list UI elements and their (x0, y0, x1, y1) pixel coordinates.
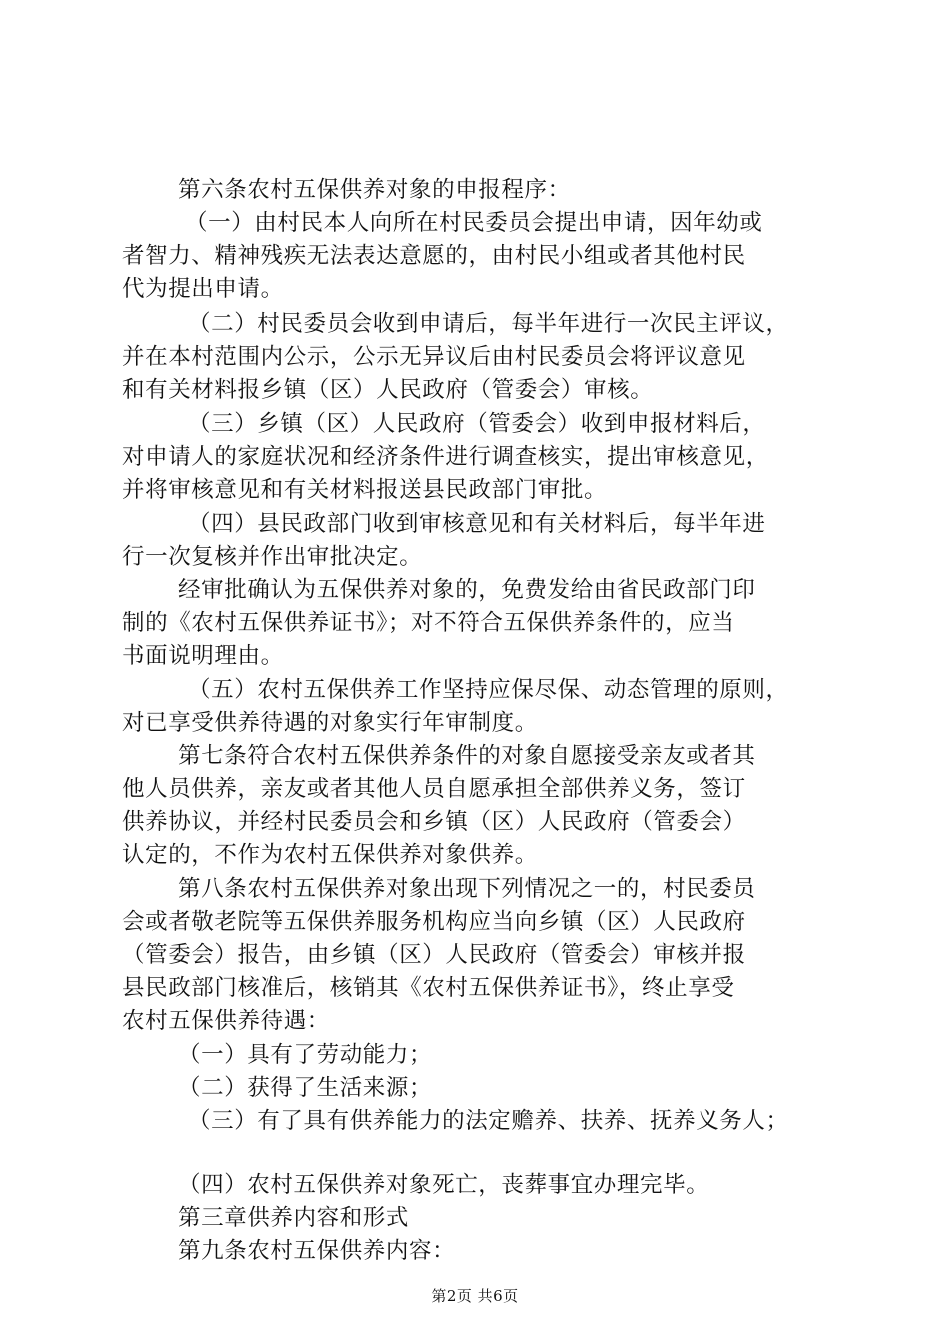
page-number-footer: 第2页 共6页 (431, 1287, 519, 1305)
paragraph-line: 农村五保供养待遇： (122, 1008, 330, 1034)
paragraph-line: 行一次复核并作出审批决定。 (122, 544, 423, 570)
list-item: （四）农村五保供养对象死亡，丧葬事宜办理完毕。 (178, 1172, 710, 1198)
paragraph-line: 书面说明理由。 (122, 643, 284, 669)
paragraph-line: 代为提出申请。 (122, 276, 284, 302)
article-7-paragraph: 第七条符合农村五保供养条件的对象自愿接受亲友或者其 (178, 743, 756, 769)
list-item: （一）具有了劳动能力； (178, 1042, 433, 1068)
paragraph-line: （三）乡镇（区）人民政府（管委会）收到申报材料后， (188, 411, 766, 437)
paragraph-line: （四）县民政部门收到审核意见和有关材料后，每半年进 (188, 511, 766, 537)
paragraph-line: （一）由村民本人向所在村民委员会提出申请，因年幼或 (185, 210, 763, 236)
paragraph-line: 并在本村范围内公示，公示无异议后由村民委员会将评议意见 (122, 344, 746, 370)
paragraph-line: 并将审核意见和有关材料报送县民政部门审批。 (122, 477, 608, 503)
list-item: （二）获得了生活来源； (178, 1075, 433, 1101)
paragraph-line: 制的《农村五保供养证书》；对不符合五保供养条件的，应当 (122, 610, 735, 636)
paragraph-line: （二）村民委员会收到申请后，每半年进行一次民主评议， (188, 311, 789, 337)
paragraph-line: 认定的，不作为农村五保供养对象供养。 (122, 842, 538, 868)
paragraph-line: 者智力、精神残疾无法表达意愿的，由村民小组或者其他村民 (122, 243, 746, 269)
paragraph-line: 县民政部门核准后，核销其《农村五保供养证书》，终止享受 (122, 975, 735, 1001)
paragraph-line: 对申请人的家庭状况和经济条件进行调查核实，提出审核意见， (122, 444, 769, 470)
paragraph-line: 供养协议，并经村民委员会和乡镇（区）人民政府（管委会） (122, 809, 746, 835)
article-6-heading: 第六条农村五保供养对象的申报程序： (178, 177, 571, 203)
article-9-heading: 第九条农村五保供养内容： (178, 1238, 456, 1264)
list-item: （三）有了具有供养能力的法定赡养、扶养、抚养义务人； (188, 1108, 789, 1134)
paragraph-line: 对已享受供养待遇的对象实行年审制度。 (122, 710, 538, 736)
paragraph-line: （五）农村五保供养工作坚持应保尽保、动态管理的原则， (188, 677, 789, 703)
paragraph-line: 和有关材料报乡镇（区）人民政府（管委会）审核。 (122, 377, 654, 403)
paragraph-line: 会或者敬老院等五保供养服务机构应当向乡镇（区）人民政府 (122, 909, 746, 935)
paragraph-line: 经审批确认为五保供养对象的，免费发给由省民政部门印 (178, 577, 756, 603)
paragraph-line: （管委会）报告，由乡镇（区）人民政府（管委会）审核并报 (122, 942, 746, 968)
chapter-heading: 第三章供养内容和形式 (178, 1205, 410, 1231)
article-8-paragraph: 第八条农村五保供养对象出现下列情况之一的，村民委员 (178, 876, 756, 902)
paragraph-line: 他人员供养，亲友或者其他人员自愿承担全部供养义务，签订 (122, 776, 746, 802)
